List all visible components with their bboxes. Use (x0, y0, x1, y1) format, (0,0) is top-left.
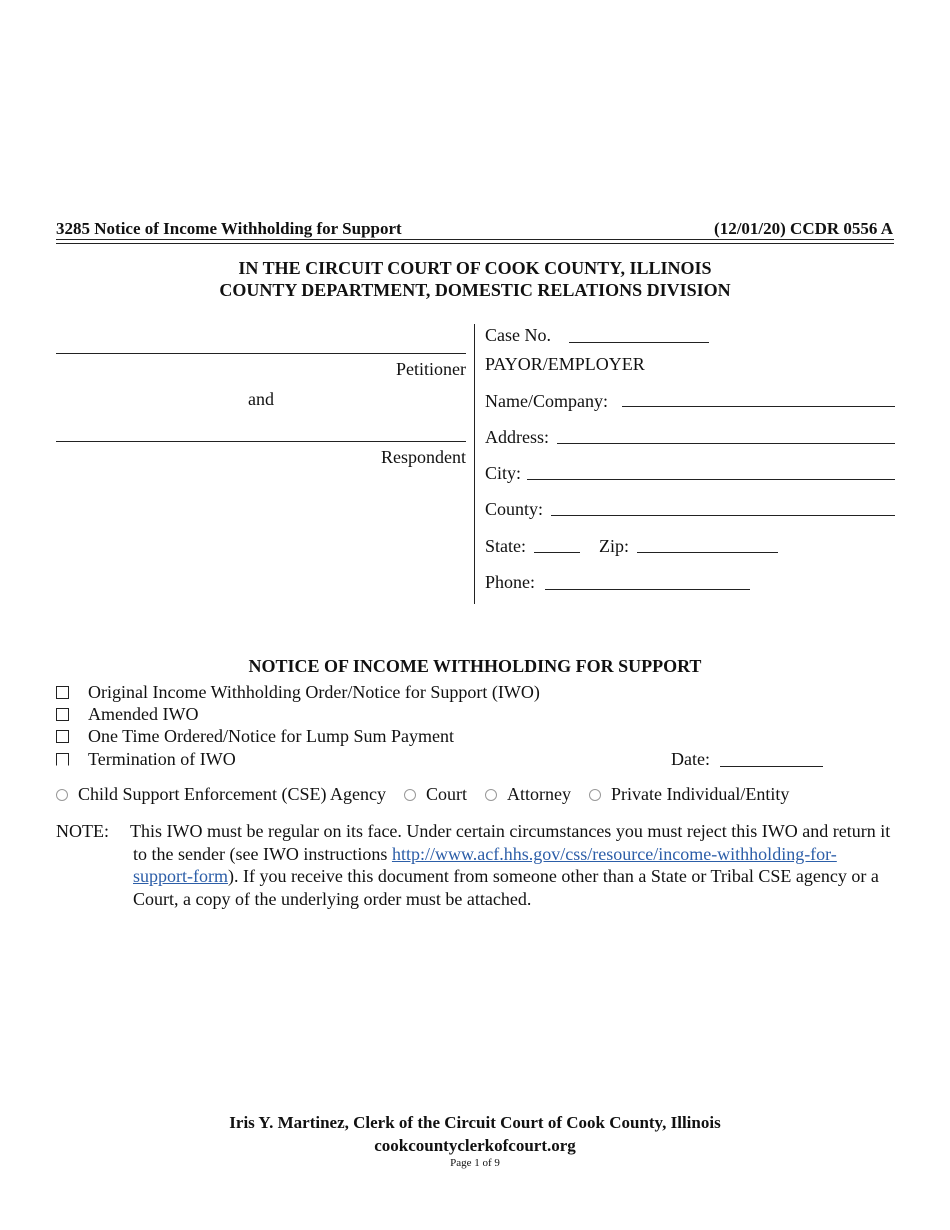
phone-label: Phone: (485, 572, 536, 592)
note-text-before-link: This IWO must be regular on its face. Under certain circumstances you must reject this IWO and return it to the sender (see IWO instructions (130, 821, 891, 864)
form-code: (12/01/20) CCDR 0556 A (714, 219, 893, 238)
header-rule-bottom (56, 243, 894, 244)
checkbox[interactable] (56, 753, 69, 766)
respondent-name-line[interactable] (56, 441, 466, 442)
address-field[interactable] (557, 443, 895, 444)
sender-type-group (56, 784, 807, 805)
page-number: Page 1 of 9 (450, 1157, 500, 1169)
and-label: and (248, 389, 274, 409)
option-lump-sum[interactable] (56, 726, 454, 747)
sender-cse-agency[interactable] (56, 784, 386, 805)
petitioner-name-line[interactable] (56, 353, 466, 354)
case-no-field[interactable] (569, 342, 709, 343)
option-original-iwo[interactable] (56, 682, 540, 703)
case-no-label: Case No. (485, 325, 551, 345)
notice-title: NOTICE OF INCOME WITHHOLDING FOR SUPPORT (248, 656, 702, 676)
option-label: One Time Ordered/Notice for Lump Sum Payment (88, 726, 454, 746)
footer-website: cookcountyclerkofcourt.org (374, 1136, 576, 1155)
footer-clerk: Iris Y. Martinez, Clerk of the Circuit Court of Cook County, Illinois (229, 1113, 721, 1132)
court-title-line2: COUNTY DEPARTMENT, DOMESTIC RELATIONS DIVISION (219, 280, 731, 300)
address-label: Address: (485, 427, 549, 447)
radio-button[interactable] (404, 789, 416, 801)
option-label: Termination of IWO (88, 749, 236, 769)
zip-field[interactable] (637, 552, 778, 553)
name-company-label: Name/Company: (485, 391, 608, 411)
checkbox[interactable] (56, 708, 69, 721)
checkbox[interactable] (56, 686, 69, 699)
respondent-label: Respondent (381, 447, 466, 467)
sender-type-label: Private Individual/Entity (610, 784, 790, 804)
note-text (130, 820, 896, 910)
radio-button[interactable] (56, 789, 68, 801)
note-label: NOTE: (56, 821, 109, 841)
phone-field[interactable] (545, 589, 750, 590)
court-title-line1: IN THE CIRCUIT COURT OF COOK COUNTY, ILLINOIS (238, 258, 712, 278)
date-label: Date: (671, 749, 710, 769)
zip-label: Zip: (599, 536, 629, 556)
state-label: State: (485, 536, 526, 556)
note-block (56, 820, 896, 910)
option-termination[interactable] (56, 749, 236, 770)
option-label: Original Income Withholding Order/Notice for Support (IWO) (88, 682, 540, 702)
column-divider (474, 324, 475, 604)
sender-court[interactable] (404, 784, 467, 805)
form-title: 3285 Notice of Income Withholding for Support (56, 219, 402, 238)
sender-attorney[interactable] (485, 784, 571, 805)
payor-employer-label: PAYOR/EMPLOYER (485, 354, 645, 374)
iwo-instructions-link[interactable]: http://www.acf.hhs.gov/css/resource/income-withholding-for-support-form (133, 843, 837, 886)
name-company-field[interactable] (622, 406, 895, 407)
note-text-after-link: ). If you receive this document from someone other than a State or Tribal CSE agency or a Court, a copy of the underlying order must be attached. (133, 866, 879, 909)
sender-type-label: Court (425, 784, 467, 804)
date-field[interactable] (720, 766, 823, 767)
county-label: County: (485, 499, 544, 519)
checkbox[interactable] (56, 730, 69, 743)
sender-type-label: Attorney (506, 784, 571, 804)
option-amended-iwo[interactable] (56, 704, 198, 725)
county-field[interactable] (551, 515, 895, 516)
city-label: City: (485, 463, 522, 483)
state-field[interactable] (534, 552, 580, 553)
radio-button[interactable] (589, 789, 601, 801)
option-label: Amended IWO (88, 704, 199, 724)
petitioner-label: Petitioner (396, 359, 466, 379)
city-field[interactable] (527, 479, 895, 480)
sender-type-label: Child Support Enforcement (CSE) Agency (78, 784, 386, 804)
radio-button[interactable] (485, 789, 497, 801)
header-rule-top (56, 239, 894, 240)
sender-private-individual[interactable] (589, 784, 789, 805)
